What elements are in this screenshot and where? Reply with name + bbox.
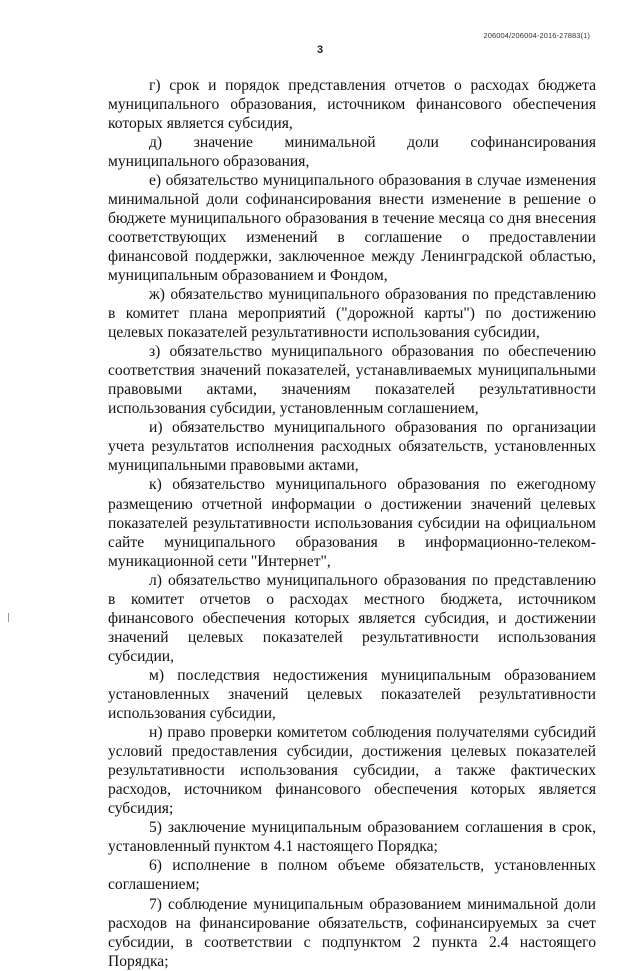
paragraph-item-7: 7) соблюдение муниципальным образованием минимальной доли расходов на финансирование обязательств, софинансируемых за счет субсидии, в соответствии с подпунктом 2 пункта 2.4 настоящего Порядка; xyxy=(108,895,596,970)
paragraph-k: к) обязательство муниципального образования по ежегодному размещению отчетной информации о достижении значений целевых показателей результативности использования субсидии на официальном сайте муниципального образования в информационно-телеком-муникационной сети "Интернет", xyxy=(108,476,596,570)
page-number: 3 xyxy=(316,44,324,56)
paragraph-m: м) последствия недостижения муниципальным образованием установленных значений целевых показателей результативности использования субсидии, xyxy=(108,666,596,723)
paragraph-n: н) право проверки комитетом соблюдения получателями субсидий условий предоставления субсидии, достижения целевых показателей результативности использования субсидии, а также фактических расходов, источником финансового обеспечения которых является субсидия; xyxy=(108,724,596,818)
paragraph-item-6: 6) исполнение в полном объеме обязательств, установленных соглашением; xyxy=(108,857,596,894)
paragraph-d: д) значение минимальной доли софинансирования муниципального образования, xyxy=(108,133,596,170)
document-body xyxy=(108,76,596,971)
paragraph-item-5: 5) заключение муниципальным образованием соглашения в срок, установленный пунктом 4.1 настоящего Порядка; xyxy=(108,819,596,856)
paragraph-e: е) обязательство муниципального образования в случае изменения минимальной доли софинансирования внести изменение в решение о бюджете муниципального образования в течение месяца со дня внесения соответствующих изменений в соглашение о предоставлении финансовой поддержки, заключенное между Ленинградской областью, муниципальным образованием и Фондом, xyxy=(108,171,596,284)
paragraph-zh: ж) обязательство муниципального образования по представлению в комитет плана мероприятий ("дорожной карты") по достижению целевых показателей результативности использования субсидии, xyxy=(108,286,596,342)
paragraph-l: л) обязательство муниципального образования по представлению в комитет отчетов о расходах местного бюджета, источником финансового обеспечения которых является субсидия, и достижении значений целевых показателей результативности использования субсидии, xyxy=(108,571,596,665)
paragraph-g: г) срок и порядок представления отчетов о расходах бюджета муниципального образования, источником финансового обеспечения которых является субсидия, xyxy=(108,76,596,132)
paragraph-i: и) обязательство муниципального образования по организации учета результатов исполнения расходных обязательств, установленных муниципальными правовыми актами, xyxy=(108,419,596,475)
paragraph-z: з) обязательство муниципального образования по обеспечению соответствия значений показателей, устанавливаемых муниципальными правовыми актами, значениям показателей результативности использования субсидии, установленным соглашением, xyxy=(108,343,596,418)
document-id: 206004/206004-2016-27883(1) xyxy=(483,31,590,40)
margin-mark xyxy=(8,613,9,622)
